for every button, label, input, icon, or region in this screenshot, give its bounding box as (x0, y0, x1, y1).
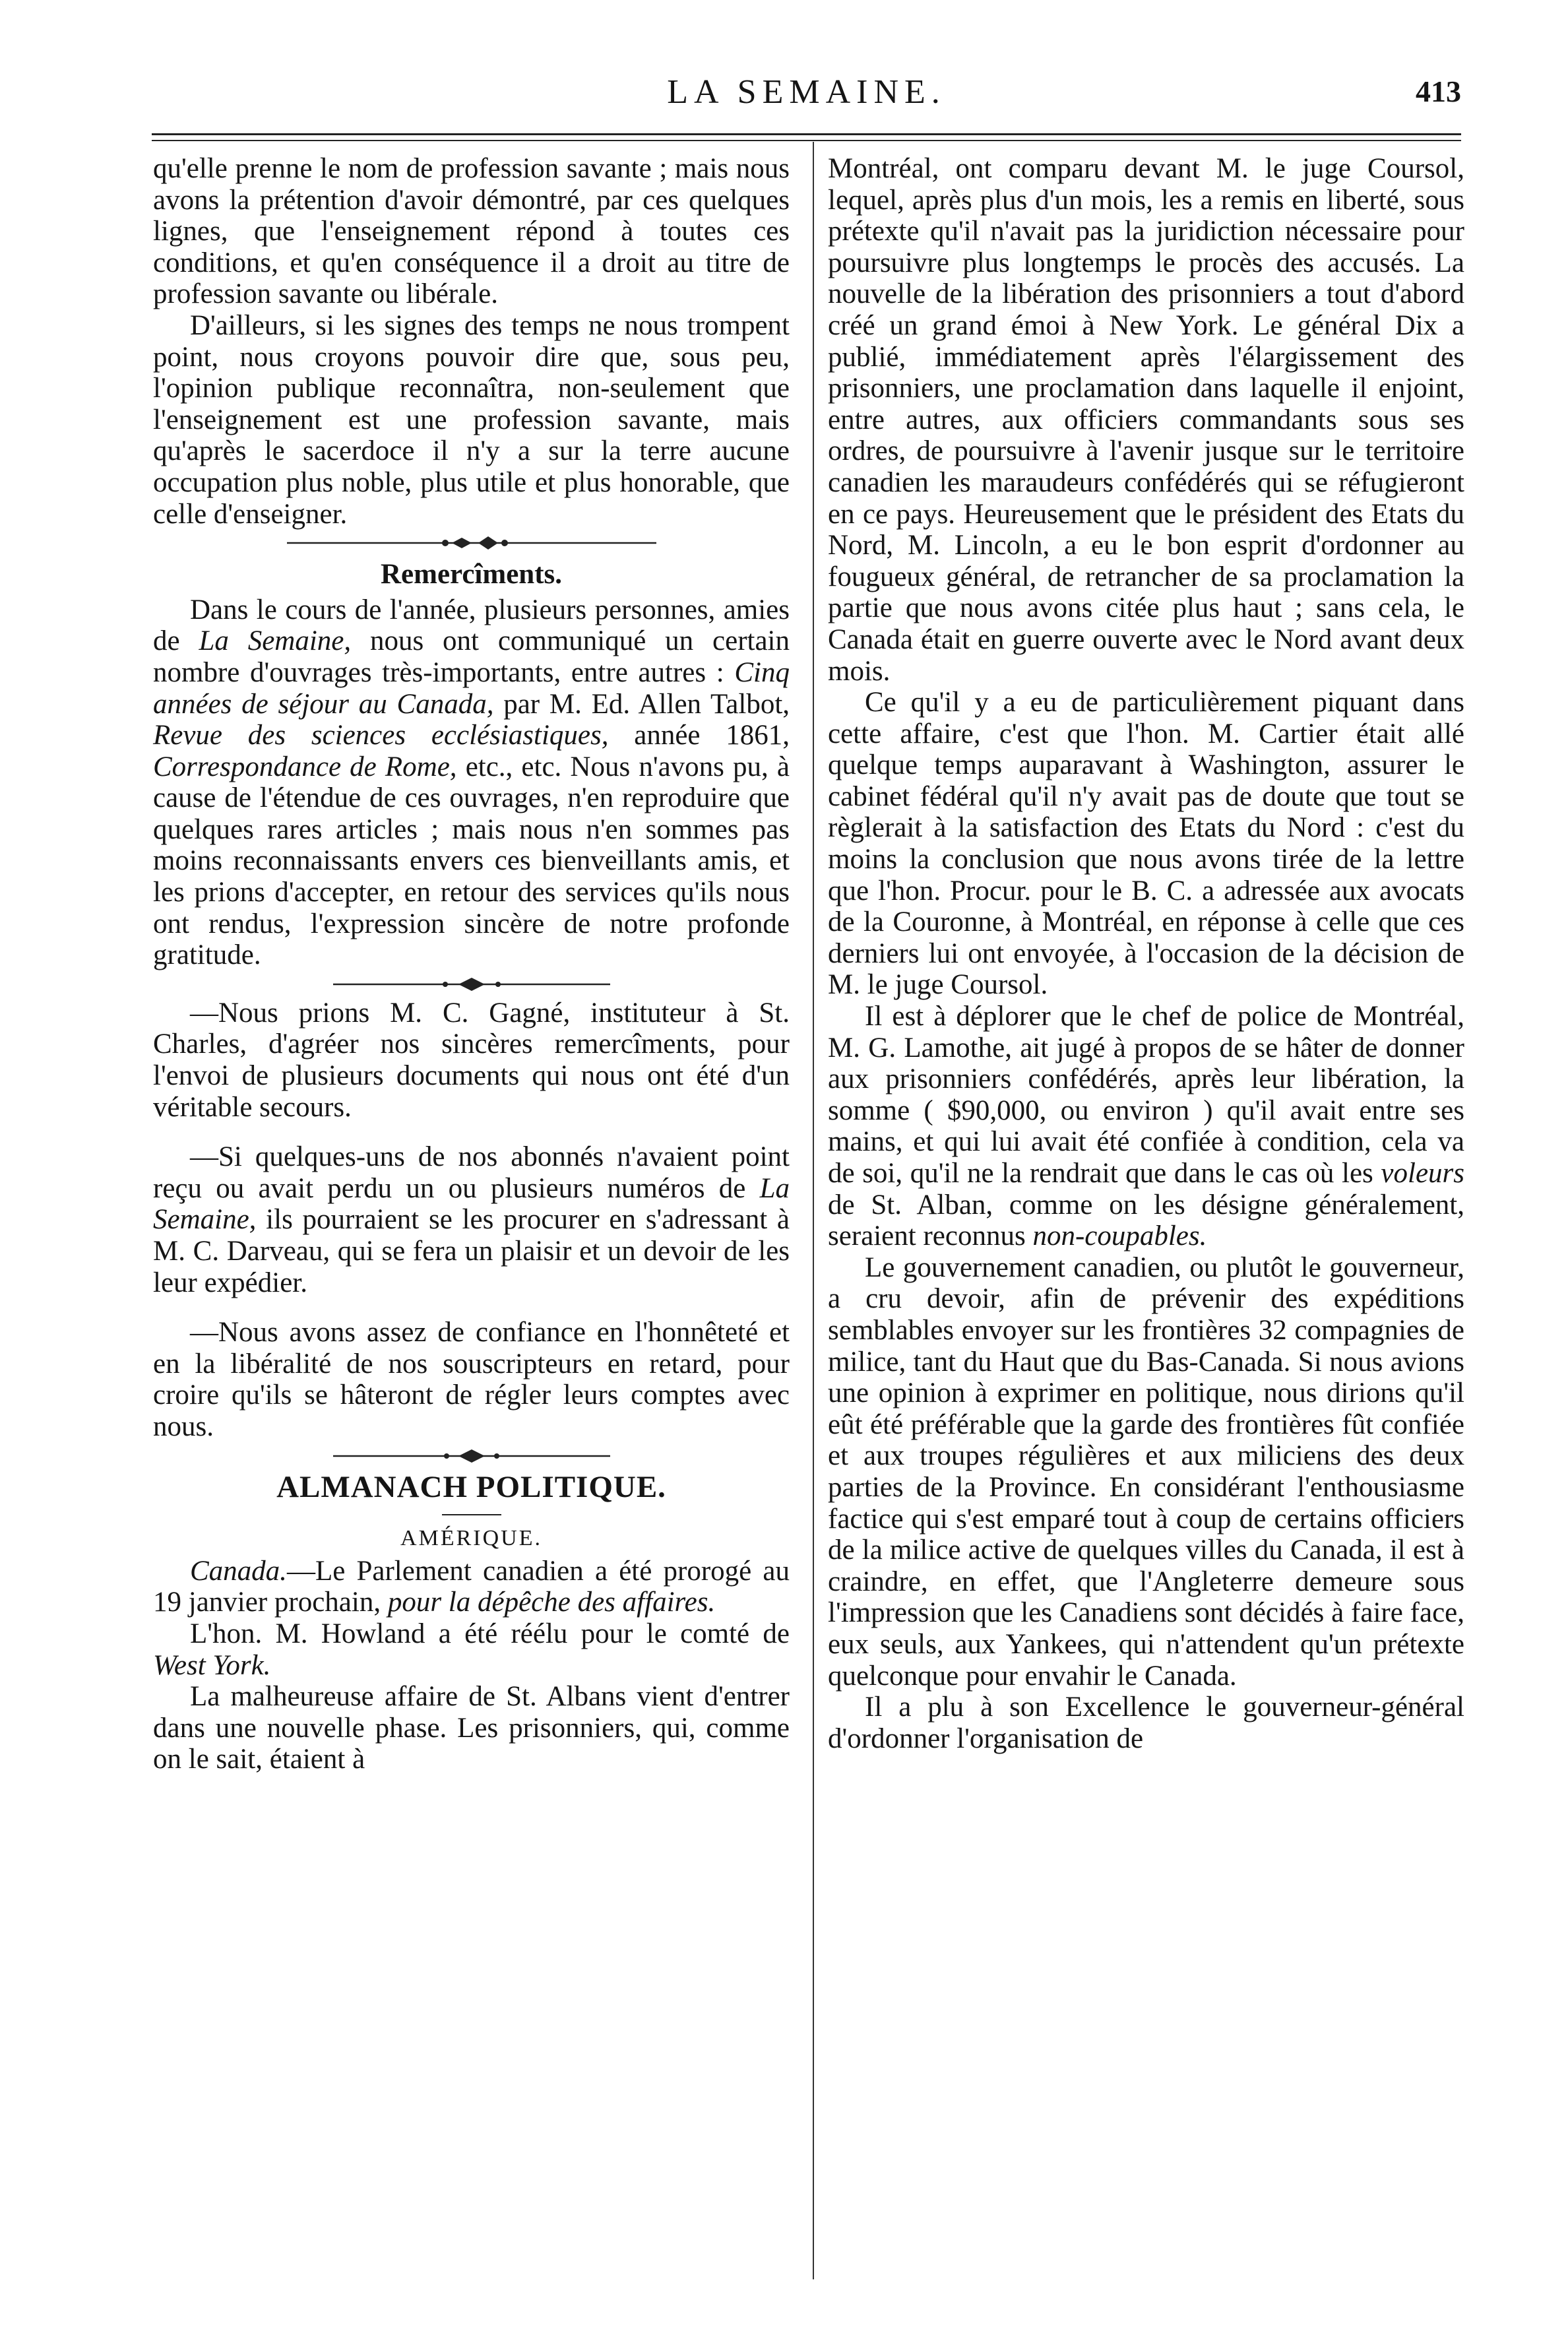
paragraph (153, 1556, 790, 1618)
text-run: année 1861, (634, 720, 790, 751)
header-rule (152, 133, 1461, 135)
italic-phrase: West York. (153, 1649, 271, 1681)
page-header (152, 73, 1461, 119)
spacer (153, 1123, 790, 1141)
italic-title: La Semaine, (199, 625, 352, 657)
notice-paragraph: —Nous prions M. C. Gagné, instituteur à St. Charles, d'agréer nos sincères remercîments, pour l'envoi de plusieurs documents qui nous ont été d'un véritable secours. (153, 997, 790, 1123)
paragraph: Ce qu'il y a eu de particulièrement piquant dans cette affaire, c'est que l'hon. M. Cartier était allé quelque temps auparavant à Washington, assurer le cabinet fédéral qu'il n'y avait pas de doute que tout se règlerait à la satisfaction des Etats du Nord : c'est du moins la conclusion que nous avons tirée de la lettre que l'hon. Procur. pour le B. C. a adressée aux avocats de la Couronne, à Montréal, en réponse à celle que ces derniers lui ont envoyée, à l'occasion de la décision de M. le juge Coursol. (828, 687, 1464, 1001)
paragraph-remerciments (153, 594, 790, 971)
left-column (153, 153, 790, 1775)
text-run: nous ont communiqué un certain nombre d'ouvrages très-importants, entre autres : (153, 625, 790, 688)
italic-title: Revue des sciences ecclésiastiques, (153, 720, 609, 751)
ornament-divider-icon (333, 971, 610, 998)
paragraph (153, 1618, 790, 1681)
text-run: —Le Parlement canadien a été prorogé au 19 janvier prochain, (153, 1555, 790, 1618)
text-run: etc., etc. Nous n'avons pu, à cause de l'étendue de ces ouvrages, n'en reproduire que quelques rares articles ; mais nous n'en sommes pas moins reconnaissants envers ces bienveillants amis, et les prions d'accepter, en retour des services qu'ils nous ont rendus, l'expression sincère de notre profonde gratitude. (153, 751, 790, 971)
paragraph: La malheureuse affaire de St. Albans vient d'entrer dans une nouvelle phase. Les prisonniers, qui, comme on le sait, étaient à (153, 1681, 790, 1775)
text-run: —Si quelques-uns de nos abonnés n'avaient point reçu ou avait perdu un ou plusieurs numéros de (153, 1141, 790, 1204)
subheading-amerique: AMÉRIQUE. (400, 1526, 542, 1551)
text-run: ils pourraient se les procurer en s'adressant à M. C. Darveau, qui se fera un plaisir et un devoir de les leur expédier. (153, 1204, 790, 1298)
ornament-divider-icon (333, 1443, 610, 1469)
italic-label: Canada. (190, 1555, 287, 1587)
section-heading-remerciments: Remercîments. (380, 559, 562, 590)
short-rule-icon (442, 1507, 501, 1523)
italic-title: Cinq années de séjour au Canada, (153, 656, 790, 720)
paragraph: D'ailleurs, si les signes des temps ne nous trompent point, nous croyons pouvoir dire que, sous peu, l'opinion publique reconnaîtra, non-seulement que l'enseignement est une profession savante, mais qu'après le sacerdoce il n'y a sur la terre aucune occupation plus noble, plus utile et plus honorable, que celle d'enseigner. (153, 309, 790, 530)
paragraph (828, 1001, 1464, 1252)
spacer (153, 1298, 790, 1317)
paragraph: Il a plu à son Excellence le gouverneur-général d'ordonner l'organisation de (828, 1692, 1464, 1754)
italic-phrase: pour la dépêche des affaires. (387, 1587, 716, 1618)
header-rule-thin (152, 140, 1461, 141)
text-run: L'hon. M. Howland a été réélu pour le comté de (190, 1618, 790, 1649)
ornament-divider-icon (287, 530, 656, 556)
paragraph: Le gouvernement canadien, ou plutôt le gouverneur, a cru devoir, afin de prévenir des expéditions semblables envoyer sur les frontières 32 compagnies de milice, tant du Haut que du Bas-Canada. Si nous avions une opinion à exprimer en politique, nous dirions qu'il eût été préférable que la garde des frontières fût confiée et aux troupes régulières et aux miliciens des deux parties de la Province. En considérant l'enthousiasme factice qui s'est emparé tout à coup de certains officiers de la milice active de quelques villes du Canada, il est à craindre, en effet, que l'Angleterre demeure sous l'impression que les Canadiens sont décidés à faire face, eux seuls, aux Yankees, qui n'attendent qu'un prétexte quelconque pour envahir le Canada. (828, 1252, 1464, 1692)
italic-word: voleurs (1381, 1158, 1464, 1189)
italic-title: La Semaine, (153, 1172, 790, 1236)
italic-title: Correspondance de Rome, (153, 751, 457, 782)
running-title: LA SEMAINE. (667, 73, 946, 111)
notice-paragraph (153, 1141, 790, 1298)
column-divider (813, 142, 814, 2279)
text-run: par M. Ed. Allen Talbot, (503, 688, 790, 720)
page-number: 413 (1416, 75, 1461, 108)
paragraph: qu'elle prenne le nom de profession savante ; mais nous avons la prétention d'avoir démontré, par ces quelques lignes, que l'enseignement répond à toutes ces conditions, et qu'en conséquence il a droit au titre de profession savante ou libérale. (153, 153, 790, 310)
text-run: Il est à déplorer que le chef de police de Montréal, M. G. Lamothe, ait jugé à propos de se hâter de donner aux prisonniers confédérés, après leur libération, la somme ( $90,000, ou environ ) qu'il avait entre ses mains, et qui lui avait été confiée à condition, cela va de soi, qu'il ne la rendrait que dans le cas où les (828, 1001, 1464, 1189)
right-column (828, 153, 1464, 1754)
italic-phrase: non-coupables. (1032, 1221, 1207, 1252)
paragraph: Montréal, ont comparu devant M. le juge Coursol, lequel, après plus d'un mois, les a remis en liberté, sous prétexte qu'il n'avait pas la juridiction nécessaire pour poursuivre plus longtemps le procès des accusés. La nouvelle de la libération des prisonniers a tout d'abord créé un grand émoi à New York. Le général Dix a publié, immédiatement après l'élargissement des prisonniers, une proclamation dans laquelle il enjoint, entre autres, aux officiers commandants sous ses ordres, de poursuivre à l'avenir jusque sur le territoire canadien les maraudeurs confédérés qui se réfugieront en ce pays. Heureusement que le président des Etats du Nord, M. Lincoln, a eu le bon esprit d'ordonner au fougueux général, de retrancher de sa proclamation la partie que nous avons citée plus haut ; sans cela, le Canada était en guerre ouverte avec le Nord avant deux mois. (828, 153, 1464, 687)
section-heading-almanach: ALMANACH POLITIQUE. (276, 1469, 666, 1504)
text-run: Dans le cours de l'année, plusieurs personnes, amies de (153, 594, 790, 657)
notice-paragraph: —Nous avons assez de confiance en l'honnêteté et en la libéralité de nos souscripteurs en retard, pour croire qu'ils se hâteront de régler leurs comptes avec nous. (153, 1317, 790, 1442)
text-run: de St. Alban, comme on les désigne généralement, seraient reconnus (828, 1189, 1464, 1252)
